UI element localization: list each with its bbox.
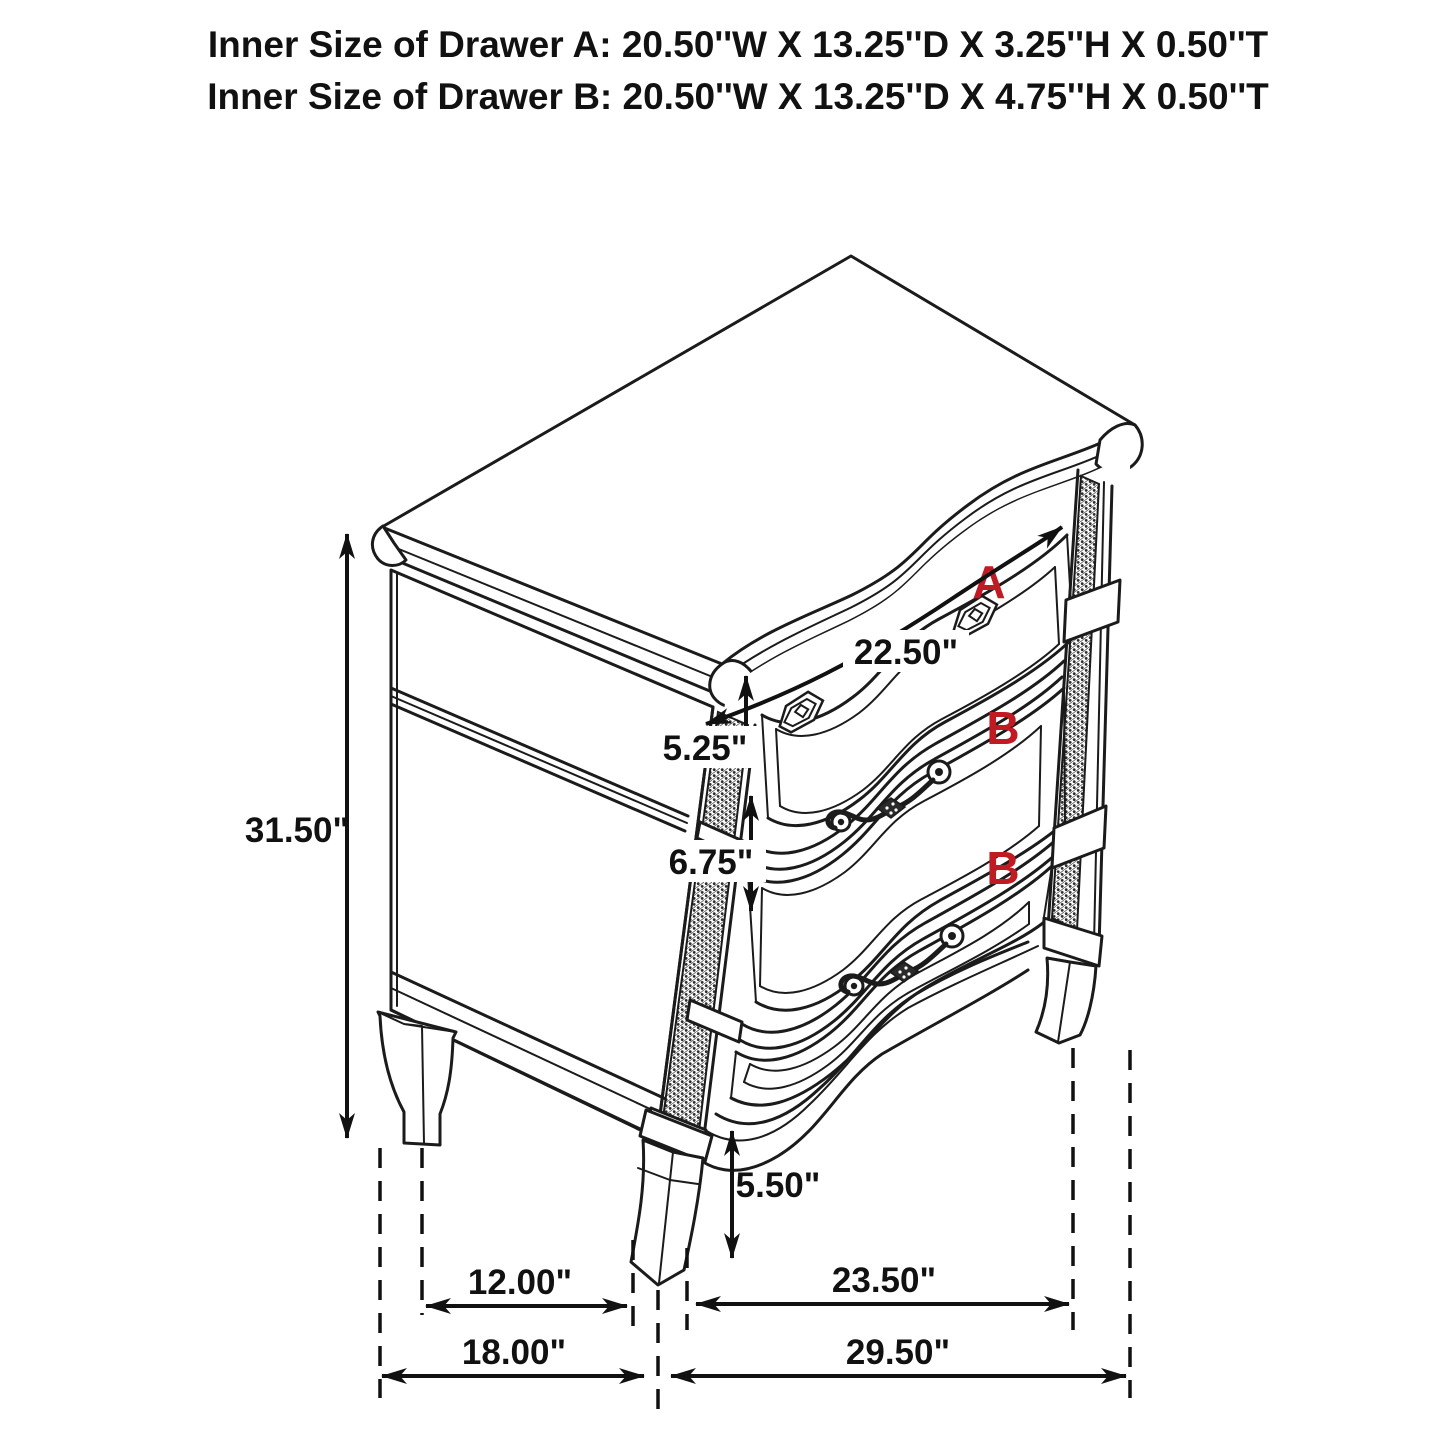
front-center-leg <box>631 1110 712 1285</box>
overall-height-label: 31.50" <box>244 811 350 850</box>
overall-depth-label: 18.00" <box>461 1333 567 1372</box>
overall-width-label: 29.50" <box>845 1333 951 1372</box>
front-leg-span-label: 23.50" <box>831 1261 937 1300</box>
header-line-1: Inner Size of Drawer A: 20.50''W X 13.25''D X 3.25''H X 0.50''T <box>207 24 1269 65</box>
drawer-b1-label: B <box>986 702 1020 754</box>
drawer-a-height-label: 5.25" <box>662 729 748 768</box>
drawer-a-label: A <box>972 556 1006 608</box>
nightstand-line-art <box>372 256 1142 1285</box>
back-left-leg <box>378 1012 456 1145</box>
drawer-b2-label: B <box>986 842 1020 894</box>
drawer-width-label: 22.50" <box>853 633 959 672</box>
header-line-2: Inner Size of Drawer B: 20.50''W X 13.25''D X 4.75''H X 0.50''T <box>207 76 1269 117</box>
drawer-b-height-label: 6.75" <box>668 843 754 882</box>
leg-height-label: 5.50" <box>735 1166 821 1205</box>
side-leg-span-label: 12.00" <box>467 1263 573 1302</box>
header <box>207 24 1269 117</box>
